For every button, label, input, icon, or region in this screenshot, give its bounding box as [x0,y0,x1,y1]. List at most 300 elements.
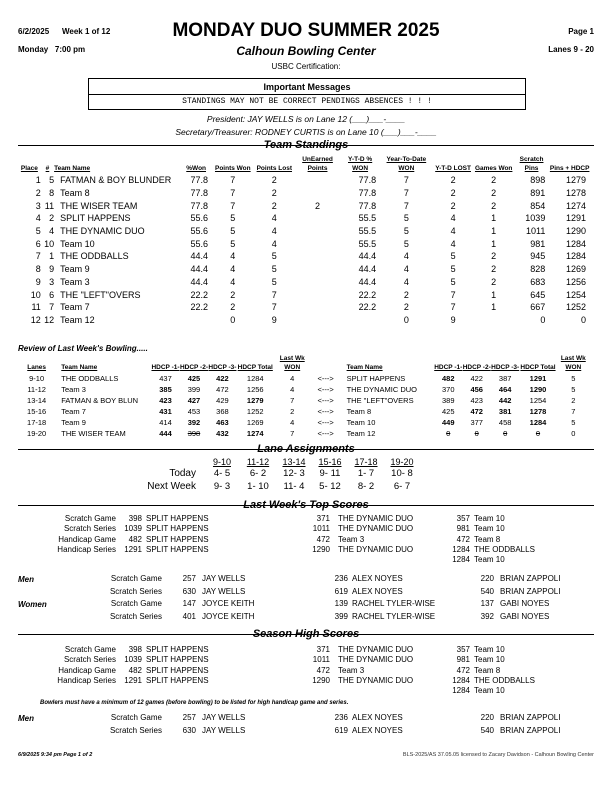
standings-cell: 77.8 [190,200,209,211]
standings-cell: 5 [271,251,277,262]
standings-cell: 12 [30,314,41,325]
review-cell: 4 [290,374,295,383]
standings-header-cell [514,155,550,174]
standings-cell: 55.6 [190,226,209,237]
standings-cell: 1291 [565,213,586,224]
messages-title: Important Messages [263,82,351,92]
standings-header-label: Points Lost [256,165,292,172]
standings-cell: 55.5 [358,238,377,249]
season-men-label: Men [18,714,34,723]
standings-header-label: Pins + HDCP [549,165,590,172]
standings-cell: 77.8 [358,188,377,199]
standings-cell: 4 [230,276,236,287]
lanes-cell: 4- 5 [213,468,231,479]
score-cell: THE DYNAMIC DUO [338,645,414,654]
standings-cell: 2 [49,213,55,224]
score-cell: JOYCE KEITH [202,611,255,621]
review-cell: 1291 [529,374,547,383]
review-cell: 472 [216,385,229,394]
standings-cell [295,212,340,225]
standings-cell: 5 [403,213,409,224]
review-header-label: HDCP -2- [179,364,208,371]
season-team-row [18,666,594,676]
standings-cell: 10 [44,238,55,249]
standings-cell: 2 [491,251,497,262]
standings-table [18,155,590,326]
score-cell: SPLIT HAPPENS [146,534,209,544]
standings-cell: 5 [271,276,277,287]
review-row [18,406,590,417]
standings-cell: 2 [491,276,497,287]
review-cell: 422 [216,374,229,383]
score-cell: SPLIT HAPPENS [146,514,209,523]
standings-cell: 77.8 [190,188,209,199]
standings-cell: 5 [271,264,277,275]
score-cell: SPLIT HAPPENS [146,524,209,534]
standings-header-label: %Won [186,165,207,172]
review-cell: 398 [187,429,201,438]
standings-cell: 11 [31,302,41,313]
review-cell: THE ODDBALLS [61,374,119,383]
page-number: Page 1 [568,27,594,36]
review-cell: 414 [159,418,172,427]
top-women-row [18,599,594,612]
score-cell: 371 [316,514,330,523]
review-cell: 444 [159,429,172,438]
standings-cell [295,276,340,289]
standings-cell: 2 [403,289,409,300]
top-team-row [18,514,594,524]
review-cell: 4 [290,385,295,394]
standings-cell: 1278 [565,188,586,199]
standings-cell: 7 [230,175,236,186]
standings-cell: 2 [35,188,41,199]
review-cell: 449 [441,418,455,427]
standings-cell: 44.4 [358,251,377,262]
score-cell: BRIAN ZAPPOLI [500,725,561,735]
standings-cell: 9 [450,314,456,325]
score-cell: 1290 [312,544,330,554]
review-header-cell [237,354,274,373]
standings-cell: 44.4 [190,276,209,287]
score-cell: 1291 [124,675,142,685]
score-cell: 1291 [124,544,142,554]
review-cell: 0 [446,429,451,438]
standings-cell: 5 [450,276,456,287]
standings-cell: 7 [403,175,409,186]
review-cell: <---> [317,385,334,394]
standings-cell: 8 [49,188,55,199]
review-cell: 392 [187,418,201,427]
top-women-row [18,612,594,625]
score-cell: JAY WELLS [202,713,246,722]
standings-cell: 4 [403,264,409,275]
standings-header-cell [254,155,295,174]
standings-header-cell [18,155,41,174]
standings-cell: 1284 [565,238,586,249]
score-cell: Scratch Game [64,514,116,523]
standings-cell: 4 [403,251,409,262]
score-cell: SPLIT HAPPENS [146,544,209,554]
standings-header-cell [433,155,474,174]
standings-cell: 7 [450,302,456,313]
review-cell: 423 [159,396,172,405]
standings-cell: 898 [530,175,546,186]
score-cell: Scratch Series [63,655,116,665]
review-cell: <---> [317,418,334,427]
standings-cell: 5 [450,264,456,275]
season-team-row [18,686,594,696]
standings-cell: 5 [403,226,409,237]
score-cell: 482 [128,665,142,675]
score-cell: GABI NOYES [500,599,550,608]
bowling-center: Calhoun Bowling Center [236,44,376,58]
standings-cell: 1254 [565,289,586,300]
review-cell: 0 [571,429,576,438]
standings-cell: 1290 [565,226,586,237]
review-row [18,384,590,395]
review-header-cell [274,354,311,373]
standings-cell: 6 [35,238,41,249]
standings-cell [295,263,340,276]
standings-cell: 22.2 [190,289,209,300]
standings-cell: 9 [49,264,55,275]
standings-cell: THE "LEFT"OVERS [60,289,141,300]
score-cell: BRIAN ZAPPOLI [500,574,561,583]
score-cell: THE DYNAMIC DUO [338,655,414,665]
review-cell: Team 9 [61,418,86,427]
standings-cell: 2 [491,264,497,275]
standings-header-cell [380,155,432,174]
review-title: Review of Last Week's Bowling..... [18,344,148,353]
score-cell: 482 [128,534,142,544]
footer-left: 6/9/2025 9:34 pm Page 1 of 2 [18,752,93,758]
review-cell: 453 [187,407,201,416]
review-header-cell [434,354,462,373]
review-cell: <---> [317,429,334,438]
lanes-header-cell [348,457,384,467]
review-header-label: Team Name [61,364,98,371]
review-cell: 7 [290,429,295,438]
review-cell: 1254 [529,396,547,405]
review-row [18,417,590,428]
review-header-cell [341,354,434,373]
score-cell: SPLIT HAPPENS [146,645,209,654]
score-cell: GABI NOYES [500,611,550,621]
standings-cell: 5 [230,238,236,249]
review-cell: Team 3 [61,385,86,394]
score-cell: Scratch Series [63,524,116,534]
standings-cell: 22.2 [358,289,377,300]
review-cell: 425 [187,374,201,383]
review-cell: FATMAN & BOY BLUN [61,396,139,405]
standings-row [18,212,590,225]
day-time: Monday 7:00 pm [18,45,86,54]
standings-row [18,187,590,200]
lanes-cell: 10- 8 [391,468,413,479]
review-cell: THE DYNAMIC DUO [346,385,418,394]
standings-cell: 2 [450,200,456,211]
review-cell: 9-10 [29,374,45,383]
standings-cell: 8 [35,264,41,275]
score-cell: 220 [480,713,494,722]
review-row [18,395,590,406]
review-cell: 377 [470,418,483,427]
review-header-cell [18,354,55,373]
standings-cell: 1 [49,251,55,262]
score-cell: Scratch Game [110,599,162,608]
lanes-header-cell [276,457,312,467]
standings-cell: 1 [491,302,497,313]
review-header-label: HDCP -1- [151,364,180,371]
score-cell: Team 8 [474,665,501,675]
review-cell: 429 [216,396,229,405]
score-cell: Handicap Series [57,675,116,685]
standings-header-label: Year-To-Date WON [386,156,427,172]
review-header-cell [208,354,236,373]
standings-header-cell [295,155,340,174]
review-cell: 1274 [246,429,264,438]
score-cell: 630 [182,586,196,596]
review-cell: 1279 [246,396,264,405]
standings-cell: 3 [35,200,41,211]
standings-cell: 22.2 [190,302,209,313]
standings-cell: 2 [403,302,409,313]
review-cell: 456 [470,385,483,394]
score-cell: Scratch Series [109,725,162,735]
review-cell: 385 [159,385,172,394]
review-cell: SPLIT HAPPENS [346,374,406,383]
standings-cell: Team 7 [60,302,90,313]
review-cell: 368 [216,407,229,416]
top-team-row [18,555,594,565]
standings-cell [295,288,340,301]
score-cell: Team 3 [338,534,365,544]
review-cell: 1269 [246,418,264,427]
standings-cell: 5 [230,226,236,237]
review-cell: 0 [474,429,479,438]
top-scores-men [18,574,594,599]
score-cell: JAY WELLS [202,725,246,735]
review-cell: Team 12 [346,429,376,438]
standings-cell: 4 [49,226,55,237]
score-cell: SPLIT HAPPENS [146,665,209,675]
standings-cell: 10 [30,289,41,300]
score-cell: ALEX NOYES [352,574,403,583]
standings-row [18,263,590,276]
standings-header-label: Y-T-D LOST [435,165,471,172]
week-label: Week 1 of 12 [62,27,111,36]
standings-cell: 1011 [525,226,546,237]
lanes-cell: 1- 7 [357,468,375,479]
lane-pair-label: 19-20 [390,457,414,467]
standings-cell: FATMAN & BOY BLUNDER [60,175,172,186]
standings-row [18,301,590,314]
review-header-cell [519,354,556,373]
lanes-header-cell [312,457,348,467]
lane-pair-label: 15-16 [318,457,342,467]
review-cell: 2 [571,396,576,405]
review-cell: <---> [317,407,334,416]
review-cell: 370 [441,385,455,394]
standings-cell [295,187,340,200]
score-cell: 472 [316,534,330,544]
season-men-row [18,726,594,739]
score-cell: 401 [182,611,196,621]
score-cell: Team 10 [474,555,505,565]
standings-cell: 4 [271,238,277,249]
review-cell: 458 [498,418,512,427]
standings-header-label: Place [20,165,38,172]
important-messages-box [88,78,526,110]
standings-cell: 77.8 [358,175,377,186]
standings-cell: 77.8 [190,175,209,186]
standings-cell: 4 [271,213,277,224]
review-cell: Team 10 [346,418,376,427]
review-cell: 1252 [246,407,264,416]
standings-cell: 1 [491,289,497,300]
standings-cell: Team 3 [60,276,90,287]
review-cell: 7 [571,407,576,416]
standings-cell: 1279 [565,175,586,186]
score-cell: Handicap Game [58,534,116,544]
review-cell: 1284 [246,374,264,383]
review-cell: 7 [290,396,295,405]
score-cell: Team 10 [474,645,505,654]
score-cell: 1284 [452,675,470,685]
standings-cell: 9 [271,314,277,325]
standings-header-label: Games Won [474,165,513,172]
score-cell: Scratch Game [110,574,162,583]
review-header-cell [311,354,341,373]
standings-cell: Team 12 [60,314,95,325]
review-cell: 17-18 [27,418,47,427]
standings-cell: THE DYNAMIC DUO [60,226,145,237]
score-cell: ALEX NOYES [352,725,403,735]
review-header-label: HDCP Total [237,364,273,371]
score-cell: SPLIT HAPPENS [146,675,209,685]
standings-cell: 1252 [565,302,586,313]
standings-cell: 5 [35,226,41,237]
lane-pair-label: 9-10 [212,457,231,467]
standings-row [18,237,590,250]
score-cell: Scratch Game [64,645,116,654]
lanes-cell: 11- 4 [283,481,305,492]
standings-cell: 22.2 [358,302,377,313]
lanes-cell: 6- 7 [393,481,411,492]
review-cell: 464 [498,385,512,394]
score-cell: THE ODDBALLS [474,544,535,554]
review-header-cell [151,354,179,373]
standings-cell: 4 [403,276,409,287]
standings-cell [295,301,340,314]
lanes-cell: 9- 3 [213,481,231,492]
review-cell: Team 8 [346,407,372,416]
score-cell: 472 [316,665,330,675]
score-cell: THE DYNAMIC DUO [338,524,414,534]
standings-cell: 1 [491,226,497,237]
top-scores-title: Last Week's Top Scores [243,499,369,511]
lanes-header-cell [384,457,420,467]
score-cell: 981 [456,655,470,665]
report-date: 6/2/2025 [18,27,50,36]
standings-cell [295,225,340,238]
standings-cell: 2 [450,188,456,199]
standings-row [18,199,590,212]
standings-cell: 44.4 [358,264,377,275]
score-cell: 472 [456,665,470,675]
score-cell: Team 8 [474,534,501,544]
standings-header-label: Points Won [214,165,251,172]
standings-cell: 1039 [525,213,546,224]
score-cell: 1284 [452,544,470,554]
standings-cell: 7 [230,188,236,199]
review-cell: 437 [159,374,172,383]
standings-row [18,225,590,238]
standings-cell: 44.4 [190,264,209,275]
footer-right: BLS-2025/AS 37.05.05 licensed to Zacary Davidson - Calhoun Bowling Center [402,752,594,758]
score-cell: JOYCE KEITH [202,599,255,608]
standings-cell: 1256 [565,276,586,287]
score-cell: THE ODDBALLS [474,675,535,685]
review-cell: 1290 [529,385,547,394]
review-cell: Team 7 [61,407,86,416]
review-cell: 0 [535,429,541,438]
top-team-row [18,524,594,534]
score-cell: 371 [316,645,330,654]
season-men-row [18,713,594,726]
review-cell: 1278 [529,407,547,416]
season-high-note: Bowlers must have a minimum of 12 games (before bowling) to be listed for high handicap game and series. [40,700,349,706]
standings-cell: 55.6 [190,213,209,224]
standings-header-cell [54,155,180,174]
standings-cell: 55.5 [358,226,377,237]
score-cell: Team 10 [474,524,505,534]
standings-cell: THE ODDBALLS [60,251,129,262]
score-cell: 137 [480,599,494,608]
score-cell: JAY WELLS [202,586,246,596]
review-cell: 2 [290,407,295,416]
review-header-label: Last Wk WON [279,355,305,371]
lane-pair-label: 13-14 [282,457,306,467]
score-cell: Scratch Series [109,611,162,621]
standings-cell: 2 [230,289,236,300]
score-cell: Team 10 [474,655,505,665]
review-cell: 422 [470,374,483,383]
review-cell: <---> [317,374,334,383]
messages-text: STANDINGS MAY NOT BE CORRECT PENDINGS ABSENCES ! ! ! [182,97,432,106]
season-team-row [18,645,594,655]
review-header-cell [557,354,590,373]
score-cell: 139 [334,599,348,608]
review-header-row [18,354,590,373]
standings-cell: 44.4 [190,251,209,262]
season-high-team [18,645,594,696]
score-cell: 236 [334,713,348,722]
review-header-label: HDCP -2- [462,364,491,371]
review-header-label: Team Name [346,364,383,371]
standings-cell: Team 10 [60,238,95,249]
review-header-cell [462,354,490,373]
standings-cell: 1274 [565,200,586,211]
standings-cell: 1 [491,238,497,249]
standings-cell: 55.5 [358,213,377,224]
standings-header-label: Y-T-D % WON [348,156,373,172]
review-header-label: HDCP -3- [208,364,237,371]
standings-cell: 44.4 [358,276,377,287]
standings-cell: 945 [530,251,546,262]
score-cell: 540 [480,725,494,735]
